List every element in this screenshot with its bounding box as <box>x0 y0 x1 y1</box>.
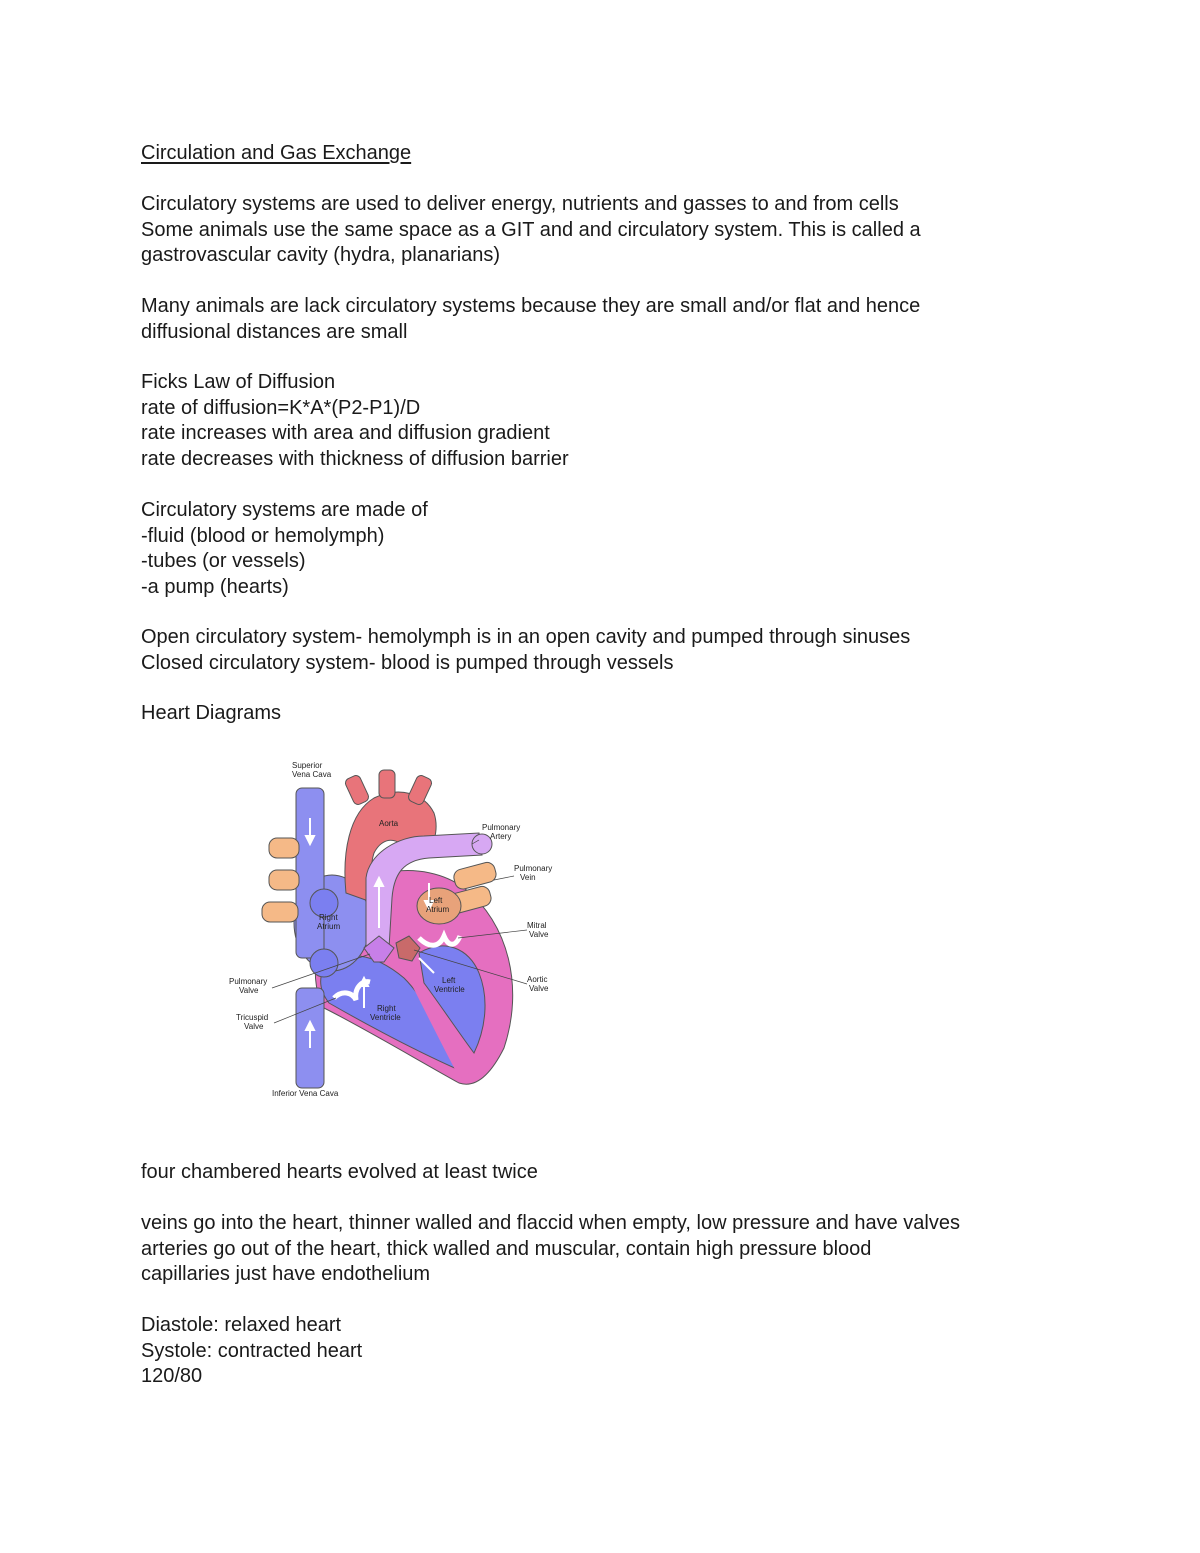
text-line: Open circulatory system- hemolymph is in an open cavity and pumped through sinuses <box>141 626 911 648</box>
label-right-ventricle: Right Ventricle <box>370 1004 401 1022</box>
pulmonary-vein <box>269 838 299 858</box>
text-line: capillaries just have endothelium <box>141 1263 431 1285</box>
text-line: Circulatory systems are made of <box>141 499 428 521</box>
label-right-atrium: Right Atrium <box>317 913 341 931</box>
text-line: rate increases with area and diffusion gradient <box>141 422 550 444</box>
paragraph-ficks-law <box>141 370 569 472</box>
heart-diagram <box>224 758 564 1103</box>
paragraph-components <box>141 498 428 600</box>
text-line: rate of diffusion=K*A*(P2-P1)/D <box>141 396 421 419</box>
vena-cava-opening <box>310 949 338 977</box>
label-tricuspid-valve: Tricuspid Valve <box>236 1013 269 1031</box>
label-mitral-valve: Mitral Valve <box>527 921 549 939</box>
paragraph-blood-pressure <box>141 1313 362 1390</box>
pulmonary-artery-end <box>472 834 492 854</box>
text-line: arteries go out of the heart, thick walled and muscular, contain high pressure blood <box>141 1237 872 1260</box>
paragraph-four-chambered: four chambered hearts evolved at least twice <box>141 1161 538 1183</box>
aorta-branch <box>407 774 433 806</box>
aorta-branch <box>379 770 395 798</box>
label-pulmonary-artery: Pulmonary Artery <box>482 823 521 841</box>
text-line: -a pump (hearts) <box>141 575 289 598</box>
text-line: Systole: contracted heart <box>141 1339 363 1362</box>
label-left-ventricle: Left Ventricle <box>434 976 465 994</box>
text-line: -tubes (or vessels) <box>141 550 306 572</box>
pulmonary-vein <box>269 870 299 890</box>
text-line: rate decreases with thickness of diffusion barrier <box>141 447 569 470</box>
label-left-atrium: Left Atrium <box>426 896 450 914</box>
paragraph-circulatory-intro <box>141 192 921 269</box>
text-line: Many animals are lack circulatory systems because they are small and/or flat and hence <box>141 295 921 317</box>
paragraph-vessels <box>141 1211 960 1288</box>
text-line: diffusional distances are small <box>141 320 408 343</box>
superior-vena-cava <box>296 788 324 958</box>
label-pulmonary-vein: Pulmonary Vein <box>514 864 553 882</box>
label-inferior-vena-cava: Inferior Vena Cava <box>272 1089 339 1098</box>
text-line: veins go into the heart, thinner walled and flaccid when empty, low pressure and have valves <box>141 1212 960 1234</box>
text-line: Circulatory systems are used to deliver energy, nutrients and gasses to and from cells <box>141 193 899 215</box>
label-superior-vena-cava: Superior Vena Cava <box>292 761 332 779</box>
page-title: Circulation and Gas Exchange <box>141 142 412 164</box>
label-aorta: Aorta <box>379 819 399 828</box>
paragraph-lack-circulation <box>141 294 920 345</box>
text-line: gastrovascular cavity (hydra, planarians) <box>141 244 501 266</box>
heart-diagrams-heading: Heart Diagrams <box>141 702 282 724</box>
text-line: Closed circulatory system- blood is pumped through vessels <box>141 651 674 674</box>
text-line: Diastole: relaxed heart <box>141 1314 342 1336</box>
pulmonary-vein <box>452 861 498 891</box>
text-line: -fluid (blood or hemolymph) <box>141 524 385 547</box>
label-aortic-valve: Aortic Valve <box>527 975 549 993</box>
text-line: 120/80 <box>141 1365 203 1387</box>
paragraph-open-closed <box>141 625 910 676</box>
label-pulmonary-valve: Pulmonary Valve <box>229 977 268 995</box>
aorta-branch <box>344 774 370 806</box>
text-line: Some animals use the same space as a GIT and and circulatory system. This is called a <box>141 218 921 241</box>
pulmonary-vein <box>262 902 298 922</box>
text-line: Ficks Law of Diffusion <box>141 371 336 393</box>
